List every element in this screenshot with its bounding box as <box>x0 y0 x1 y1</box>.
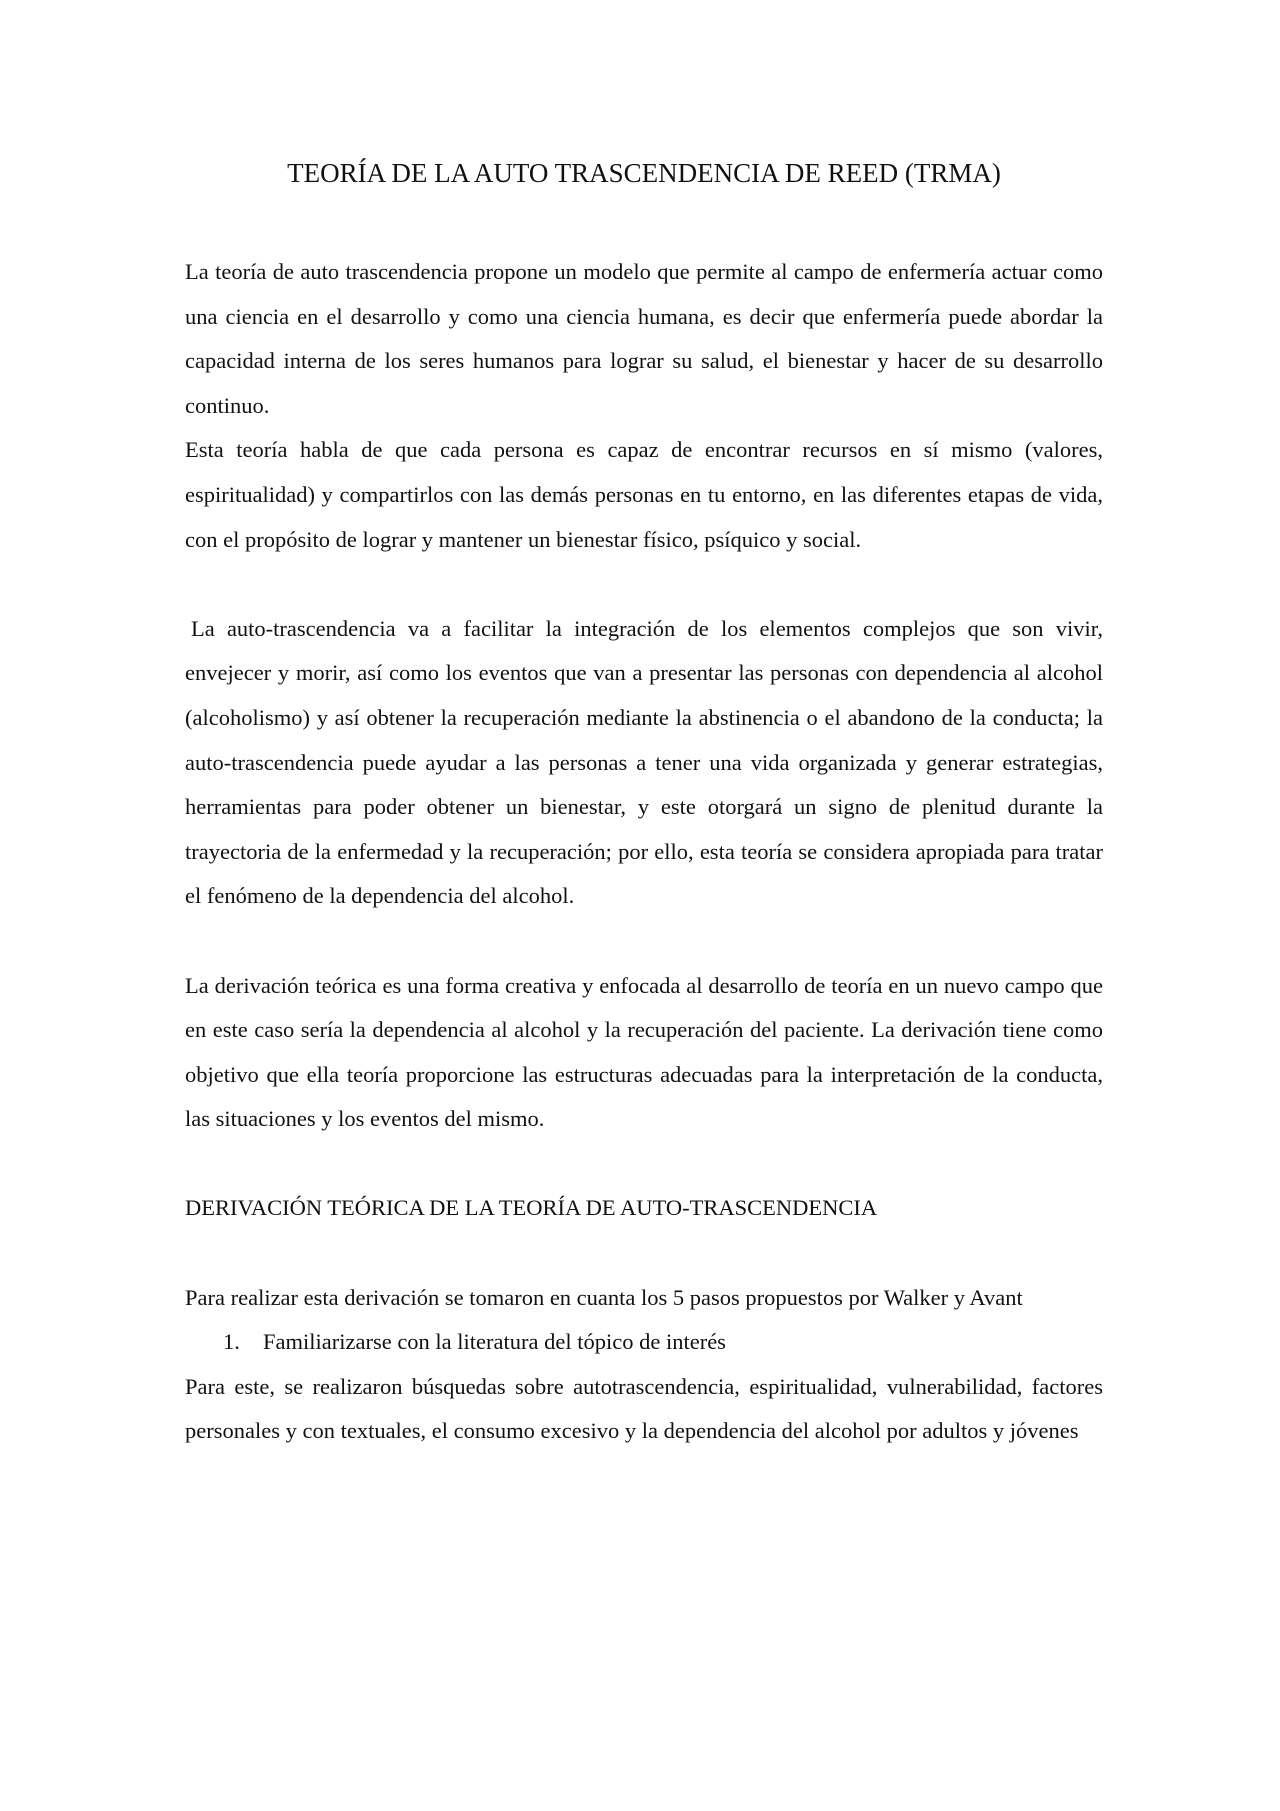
paragraph-spacer <box>185 562 1103 607</box>
paragraph-intro: La teoría de auto trascendencia propone un modelo que permite al campo de enfermería actuar como una ciencia en el desarrollo y como una ciencia humana, es decir que enfermería puede abordar la capacidad interna de los seres humanos para lograr su salud, el bienestar y hacer de su desarrollo continuo. <box>185 259 1103 418</box>
section-heading: DERIVACIÓN TEÓRICA DE LA TEORÍA DE AUTO-TRASCENDENCIA <box>185 1195 878 1221</box>
list-item <box>185 1320 1103 1365</box>
paragraph-spacer <box>185 1231 1103 1276</box>
document-title: TEORÍA DE LA AUTO TRASCENDENCIA DE REED (TRMA) <box>287 158 1001 188</box>
paragraph-busquedas: Para este, se realizaron búsquedas sobre autotrascendencia, espiritualidad, vulnerabilidad, factores personales y con textuales, el consumo excesivo y la dependencia del alcohol por adultos y jóvenes <box>185 1373 1103 1444</box>
paragraph-auto-trascendencia: La auto-trascendencia va a facilitar la integración de los elementos complejos que son vivir, envejecer y morir, así como los eventos que van a presentar las personas con dependencia al alcohol (alcoholismo) y así obtener la recuperación mediante la abstinencia o el abandono de la conducta; la auto-trascendencia puede ayudar a las personas a tener una vida organizada y generar estrategias, herramientas para poder obtener un bienestar, y este otorgará un signo de plenitud durante la trayectoria de la enfermedad y la recuperación; por ello, esta teoría se considera apropiada para tratar el fenómeno de la dependencia del alcohol. <box>185 615 1103 909</box>
list-item-number: 1. <box>223 1329 240 1355</box>
paragraph-spacer <box>185 919 1103 964</box>
paragraph-resources: Esta teoría habla de que cada persona es capaz de encontrar recursos en sí mismo (valores, espiritualidad) y compartirlos con las demás personas en tu entorno, en las diferentes etapas de vida, con el propósito de lograr y mantener un bienestar físico, psíquico y social. <box>185 437 1103 552</box>
paragraph-spacer <box>185 1142 1103 1187</box>
paragraph-derivacion: La derivación teórica es una forma creativa y enfocada al desarrollo de teoría en un nuevo campo que en este caso sería la dependencia al alcohol y la recuperación del paciente. La derivación tiene como objetivo que ella teoría proporcione las estructuras adecuadas para la interpretación de la conducta, las situaciones y los eventos del mismo. <box>185 972 1103 1132</box>
document-body <box>185 148 1103 1454</box>
paragraph-pasos: Para realizar esta derivación se tomaron en cuanta los 5 pasos propuestos por Walker y Avant <box>185 1284 1023 1310</box>
list-item-text: Familiarizarse con la literatura del tópico de interés <box>263 1329 726 1355</box>
